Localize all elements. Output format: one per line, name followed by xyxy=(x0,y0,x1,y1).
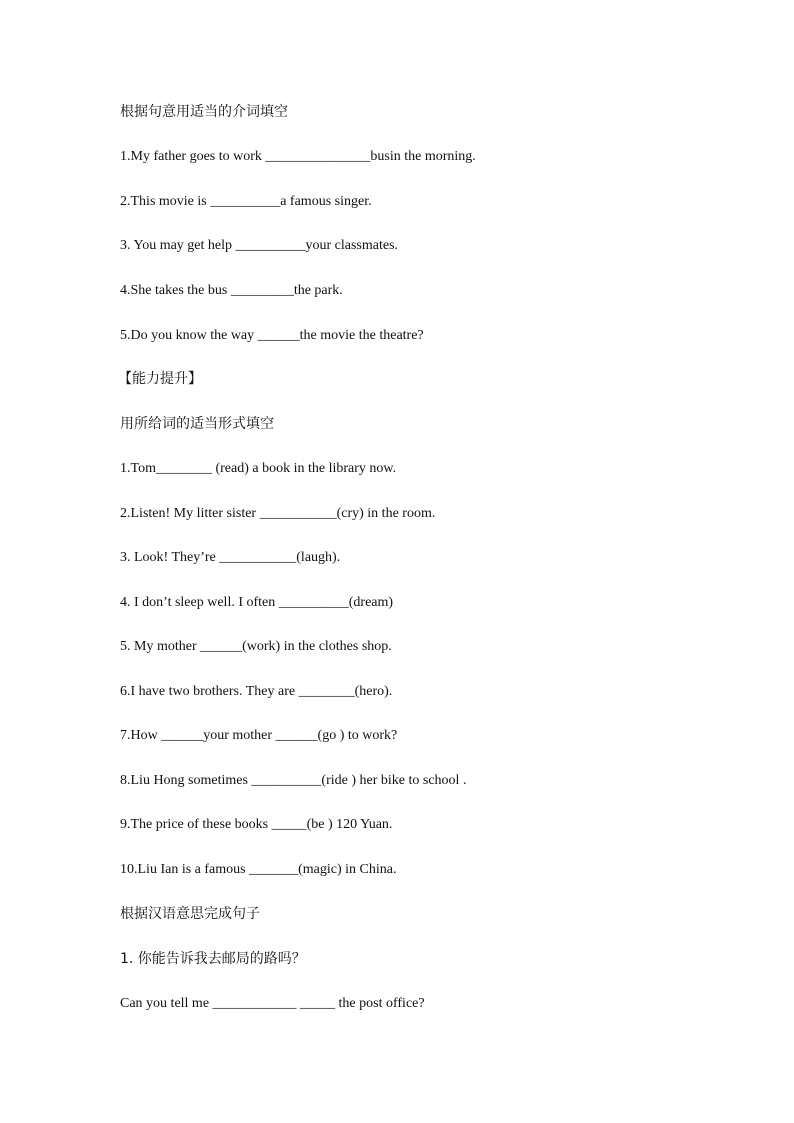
exercise-item: 3. You may get help __________your classmates. xyxy=(120,238,399,253)
section-title-verb-forms: 用所给词的适当形式填空 xyxy=(120,416,274,432)
exercise-item: 4. I don’t sleep well. I often __________(dream) xyxy=(120,595,394,610)
exercise-item: 8.Liu Hong sometimes __________(ride ) her bike to school . xyxy=(120,773,467,788)
exercise-item: 1.My father goes to work _______________busin the morning. xyxy=(120,149,476,164)
exercise-item: 5.Do you know the way ______the movie the theatre? xyxy=(120,328,424,343)
exercise-item: 2.This movie is __________a famous singer. xyxy=(120,194,372,209)
exercise-item: 9.The price of these books _____(be ) 120 Yuan. xyxy=(120,817,393,832)
exercise-item: 7.How ______your mother ______(go ) to work? xyxy=(120,728,398,743)
exercise-item: 4.She takes the bus _________the park. xyxy=(120,283,343,298)
translation-prompt-cn: 1. 你能告诉我去邮局的路吗？ xyxy=(120,951,306,967)
section-title-translation: 根据汉语意思完成句子 xyxy=(120,906,260,922)
exercise-item: 1.Tom________ (read) a book in the library now. xyxy=(120,461,397,476)
section-title-prepositions: 根据句意用适当的介词填空 xyxy=(120,104,288,120)
translation-answer-en: Can you tell me ____________ _____ the post office? xyxy=(120,996,425,1011)
section-title-ability: 【能力提升】 xyxy=(118,371,202,387)
exercise-item: 5. My mother ______(work) in the clothes shop. xyxy=(120,639,392,654)
exercise-item: 10.Liu Ian is a famous _______(magic) in China. xyxy=(120,862,397,877)
exercise-item: 6.I have two brothers. They are ________(hero). xyxy=(120,684,393,699)
exercise-item: 3. Look! They’re ___________(laugh). xyxy=(120,550,341,565)
exercise-item: 2.Listen! My litter sister ___________(cry) in the room. xyxy=(120,506,436,521)
